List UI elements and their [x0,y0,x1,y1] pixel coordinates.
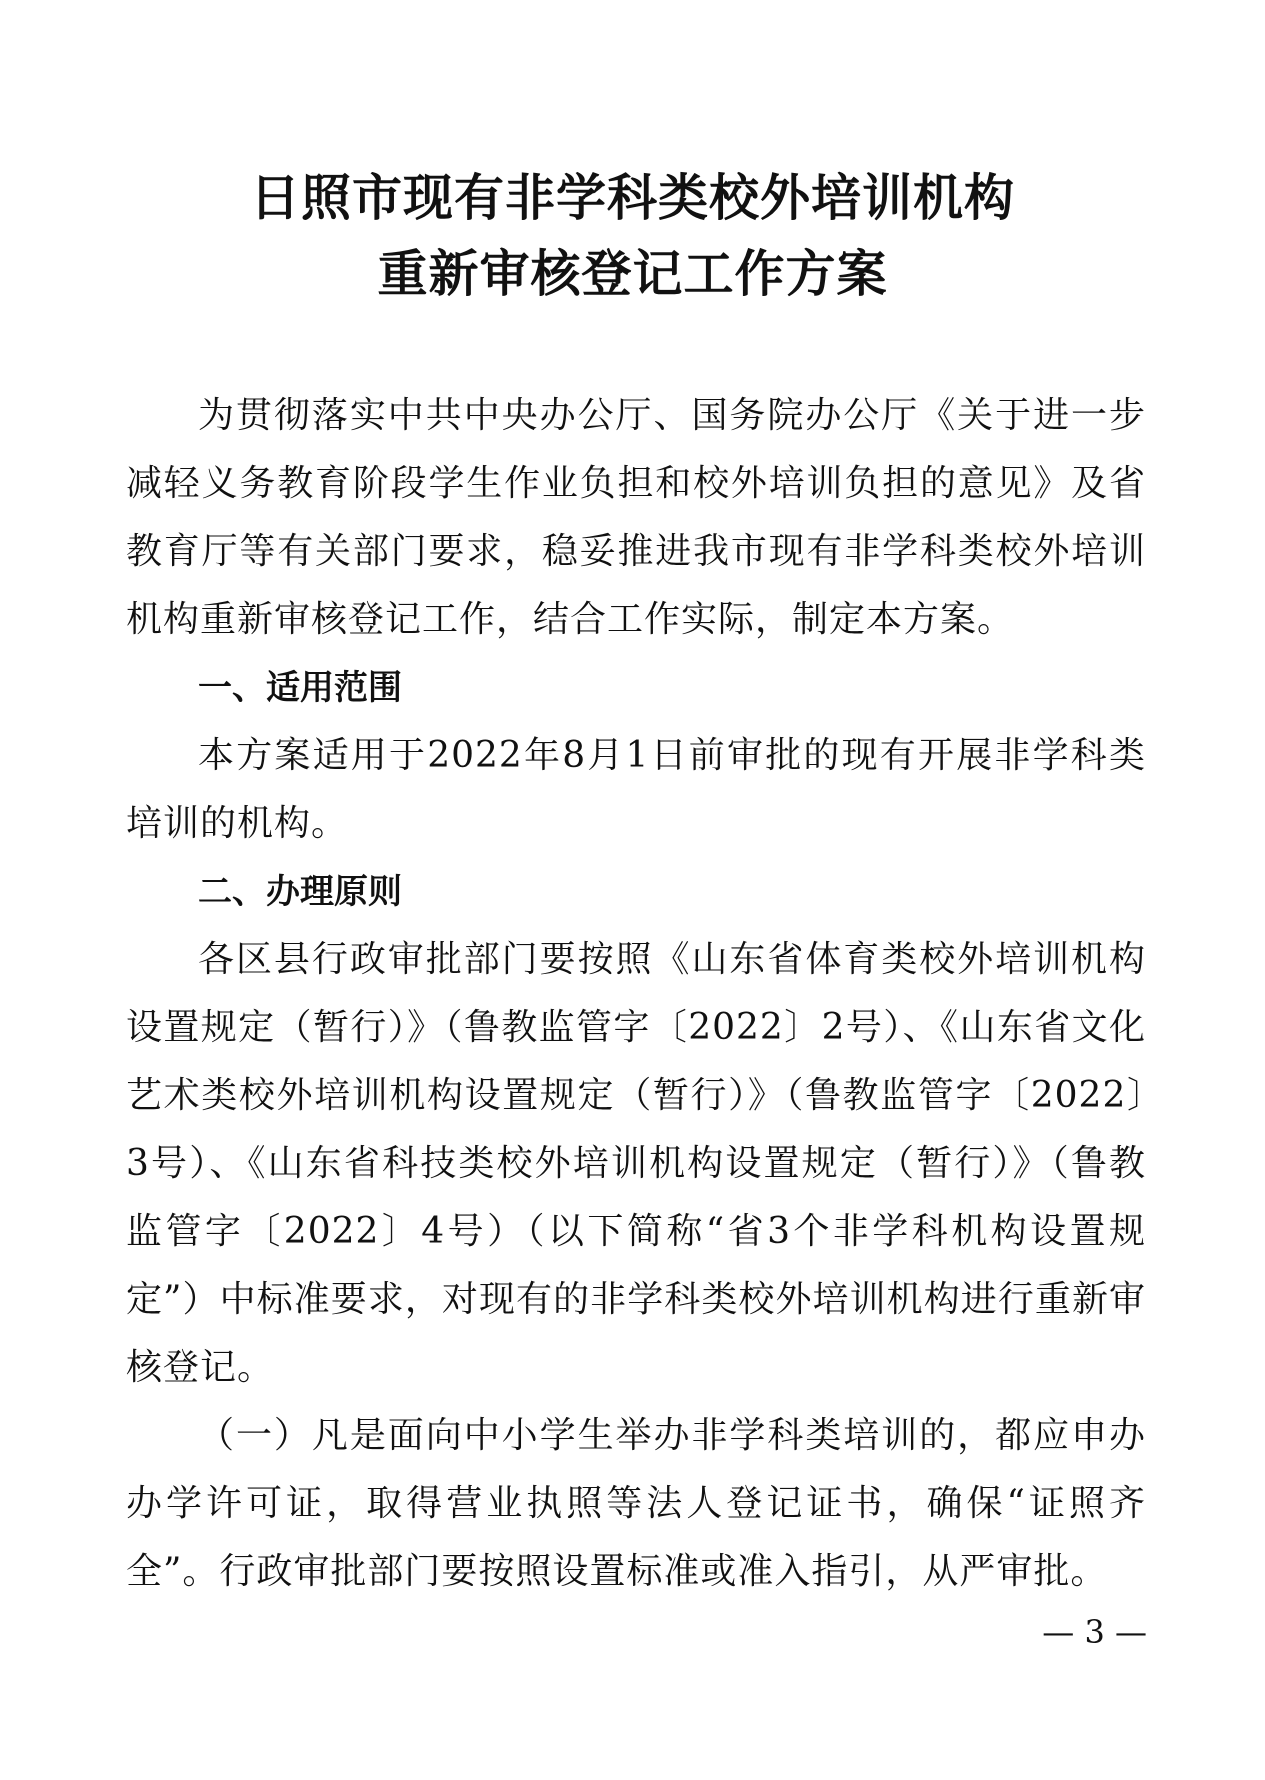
intro-paragraph: 为贯彻落实中共中央办公厅、国务院办公厅《关于进一步减轻义务教育阶段学生作业负担和校外培训负担的意见》及省教育厅等有关部门要求，稳妥推进我市现有非学科类校外培训机构重新审核登记工作，结合工作实际，制定本方案。 [126,395,1146,640]
principles-paragraph-2: （一）凡是面向中小学生举办非学科类培训的，都应申办办学许可证，取得营业执照等法人登记证书，确保“证照齐全”。行政审批部门要按照设置标准或准入指引，从严审批。 [126,1415,1146,1592]
scope-paragraph: 本方案适用于2022年8月1日前审批的现有开展非学科类培训的机构。 [126,735,1146,844]
page-number: — 3 — [1042,1613,1147,1651]
document-title-line-1: 日照市现有非学科类校外培训机构 [250,169,1015,227]
principles-paragraph-1: 各区县行政审批部门要按照《山东省体育类校外培训机构设置规定（暂行）》（鲁教监管字〔2022〕2号）、《山东省文化艺术类校外培训机构设置规定（暂行）》（鲁教监管字〔2022〕3号）、《山东省科技类校外培训机构设置规定（暂行）》（鲁教监管字〔2022〕4号）（以下简称“省3个非学科机构设置规定”）中标准要求，对现有的非学科类校外培训机构进行重新审核登记。 [126,939,1146,1388]
section-heading-principles: 二、办理原则 [198,872,402,912]
document-body [126,382,1146,1606]
section-heading-scope: 一、适用范围 [198,668,402,708]
document-title-line-2: 重新审核登记工作方案 [377,245,888,303]
